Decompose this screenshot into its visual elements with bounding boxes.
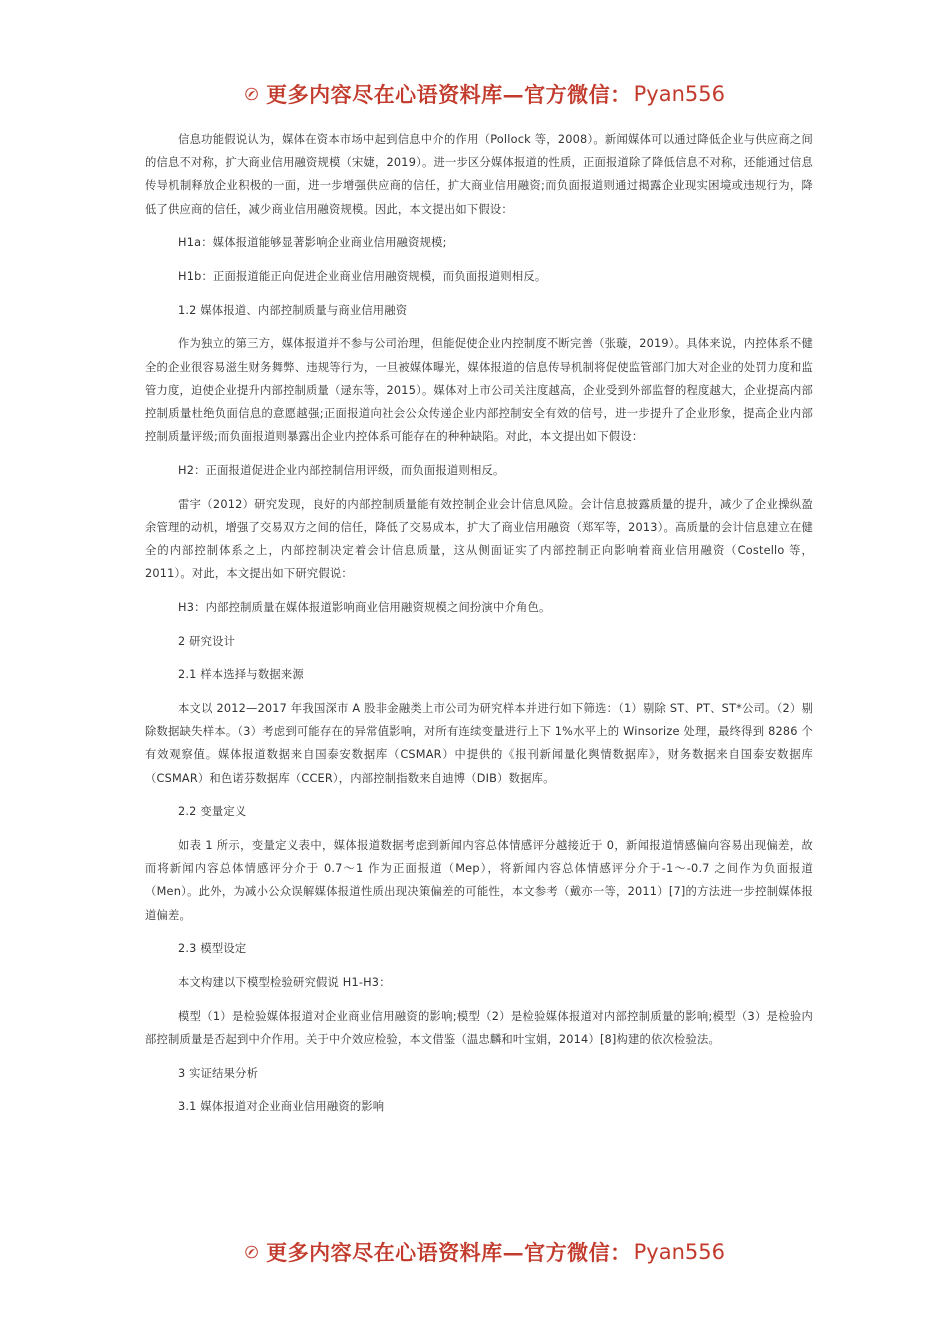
watermark-text: 更多内容尽在心语资料库—官方微信： (266, 82, 632, 107)
watermark-handle: Pyan556 (633, 82, 725, 106)
watermark-logo-icon (245, 77, 258, 111)
section-heading-1-2: 1.2 媒体报道、内部控制质量与商业信用融资 (178, 303, 408, 317)
paragraph-info-hypothesis: 信息功能假说认为，媒体在资本市场中起到信息中介的作用（Pollock 等，2008）。新闻媒体可以通过降低企业与供应商之间的信息不对称，扩大商业信用融资规模（宋婕，2019）。进一步区分媒体报道的性质，正面报道除了降低信息不对称，还能通过信息传导机制释放企业积极的一面，进一步增强供应商的信任，扩大商业信用融资;而负面报道则通过揭露企业现实困境或违规行为，降低了供应商的信任，减少商业信用融资规模。因此，本文提出如下假设： (145, 133, 813, 216)
section-heading-2-1: 2.1 样本选择与数据来源 (178, 668, 304, 682)
section-heading-2-2: 2.2 变量定义 (178, 805, 247, 819)
paragraph-sample-selection: 本文以 2012—2017 年我国深市 A 股非金融类上市公司为研究样本并进行如下筛选：（1）剔除 ST、PT、ST*公司。（2）剔除数据缺失样本。（3）考虑到可能存在的异常值影响，对所有连续变量进行上下 1%水平上的 Winsorize 处理，最终得到 8286 个有效观察值。媒体报道数据来自国泰安数据库（CSMAR）中提供的《报刊新闻量化舆情数据库》，财务数据来自国泰安数据库（CSMAR）和色诺芬数据库（CCER），内部控制指数来自迪博（DIB）数据库。 (145, 702, 813, 785)
paragraph-internal-control-credit: 雷宇（2012）研究发现，良好的内部控制质量能有效控制企业会计信息风险。会计信息披露质量的提升，减少了企业操纵盈余管理的动机，增强了交易双方之间的信任，降低了交易成本，扩大了商业信用融资（郑军等，2013）。高质量的会计信息建立在健全的内部控制体系之上，内部控制决定着会计信息质量，这从侧面证实了内部控制正向影响着商业信用融资（Costello 等，2011）。对此，本文提出如下研究假说： (145, 497, 813, 581)
watermark-text: 更多内容尽在心语资料库—官方微信： (266, 1240, 632, 1265)
watermark-logo-icon (245, 1235, 258, 1269)
footer-watermark-banner (245, 1232, 725, 1272)
section-heading-3: 3 实证结果分析 (178, 1066, 259, 1080)
hypothesis-h1a: H1a：媒体报道能够显著影响企业商业信用融资规模; (178, 236, 447, 250)
paragraph-variable-definition: 如表 1 所示，变量定义表中，媒体报道数据考虑到新闻内容总体情感评分越接近于 0，新闻报道情感偏向容易出现偏差，故而将新闻内容总体情感评分介于 0.7～1 作为正面报道（Mep），将新闻内容总体情感评分介于-1～-0.7 之间作为负面报道（Men）。此外，为减小公众误解媒体报道性质出现决策偏差的可能性，本文参考（戴亦一等，2011）[7]的方法进一步控制媒体报道偏差。 (145, 839, 813, 922)
hypothesis-h2: H2：正面报道促进企业内部控制信用评级，而负面报道则相反。 (178, 463, 505, 477)
document-body (145, 128, 813, 1129)
paragraph-model-description: 模型（1）是检验媒体报道对企业商业信用融资的影响;模型（2）是检验媒体报道对内部控制质量的影响;模型（3）是检验内部控制质量是否起到中介作用。关于中介效应检验，本文借鉴（温忠麟和叶宝娟，2014）[8]构建的依次检验法。 (145, 1009, 813, 1046)
section-heading-2: 2 研究设计 (178, 634, 236, 648)
header-watermark-banner (245, 74, 725, 114)
paragraph-model-intro: 本文构建以下模型检验研究假说 H1-H3： (178, 976, 391, 990)
section-heading-2-3: 2.3 模型设定 (178, 942, 247, 956)
hypothesis-h1b: H1b：正面报道能正向促进企业商业信用融资规模，而负面报道则相反。 (178, 270, 547, 284)
section-heading-3-1: 3.1 媒体报道对企业商业信用融资的影响 (178, 1100, 385, 1114)
watermark-handle: Pyan556 (633, 1240, 725, 1264)
hypothesis-h3: H3：内部控制质量在媒体报道影响商业信用融资规模之间扮演中介角色。 (178, 600, 551, 614)
paragraph-media-internal-control: 作为独立的第三方，媒体报道并不参与公司治理，但能促使企业内控制度不断完善（张璇，2019）。具体来说，内控体系不健全的企业很容易滋生财务舞弊、违规等行为，一旦被媒体曝光，媒体报道的信息传导机制将促使监管部门加大对企业的处罚力度和监管力度，迫使企业提升内部控制质量（逯东等，2015）。媒体对上市公司关注度越高，企业受到外部监督的程度越大，企业提高内部控制质量杜绝负面信息的意愿越强;正面报道向社会公众传递企业内部控制安全有效的信号，进一步提升了企业形象，提高企业内部控制质量评级;而负面报道则暴露出企业内控体系可能存在的种种缺陷。对此，本文提出如下假设： (145, 337, 813, 444)
